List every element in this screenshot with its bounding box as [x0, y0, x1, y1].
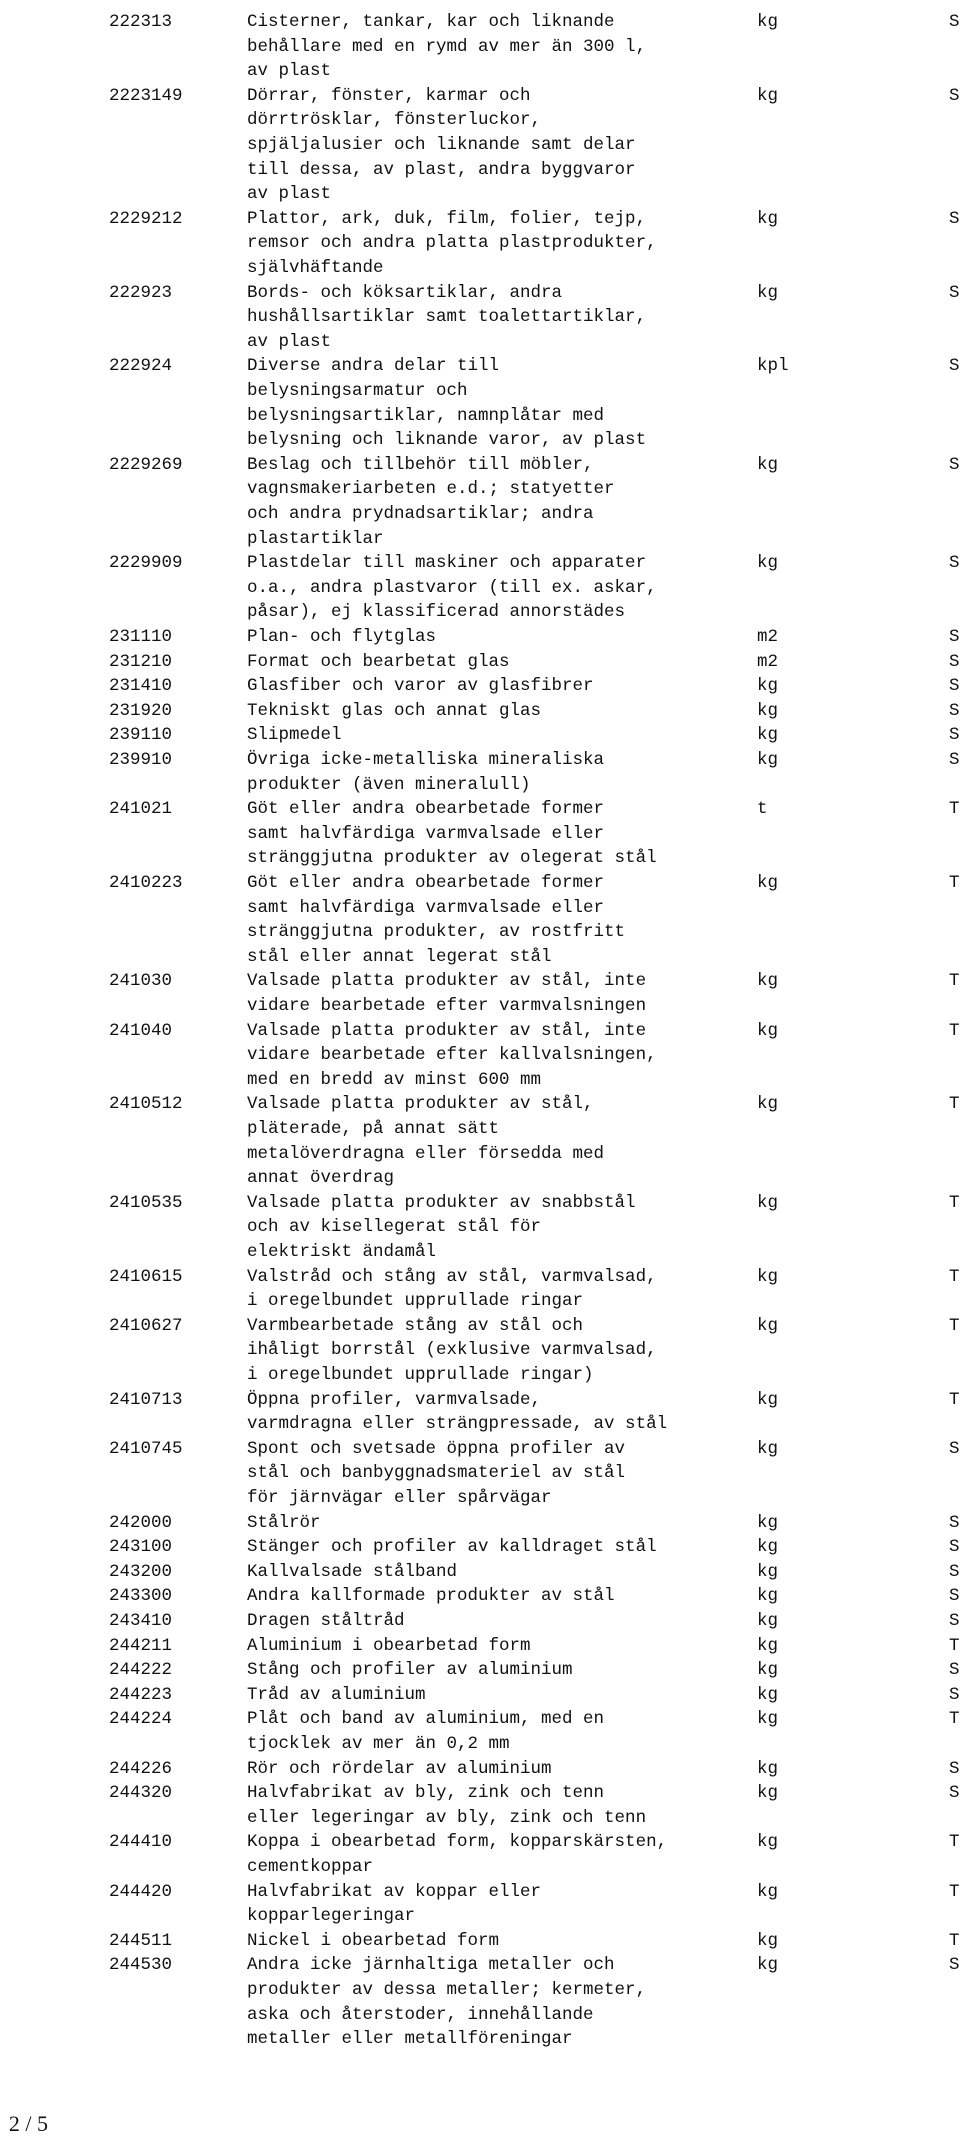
class-code: S: [949, 553, 960, 574]
class-code: S: [949, 12, 960, 32]
description-line: Kallvalsade stålband: [247, 1561, 458, 1582]
description-line: med en bredd av minst 600 mm: [247, 1069, 542, 1090]
product-description: [247, 1683, 426, 1708]
table-row: [0, 1092, 960, 1190]
description-line: Tråd av aluminium: [247, 1684, 426, 1705]
class-code: S: [949, 85, 960, 106]
table-row: [0, 1707, 960, 1756]
table-row: [0, 650, 960, 675]
table-row: [0, 354, 960, 452]
product-code: 244224: [109, 1709, 173, 1730]
product-description: [247, 625, 436, 650]
class-code: T: [949, 1635, 960, 1656]
unit: kg: [757, 1315, 779, 1336]
description-line: Plattor, ark, duk, film, folier, tejp,: [247, 208, 647, 229]
unit: kg: [757, 1881, 779, 1902]
description-line: belysningsartiklar, namnplåtar med: [247, 405, 605, 426]
unit: kg: [757, 1758, 779, 1779]
product-description: [247, 453, 615, 551]
product-description: [247, 1830, 667, 1879]
product-code: 243410: [109, 1611, 173, 1631]
product-code: 2223149: [109, 85, 183, 106]
table-row: [0, 969, 960, 1018]
description-line: och av kisellegerat stål för: [247, 1217, 542, 1238]
table-row: [0, 1757, 960, 1782]
product-description: [247, 1757, 552, 1782]
class-code: T: [949, 1709, 960, 1730]
description-line: kopparlegeringar: [247, 1906, 416, 1927]
product-code: 2410535: [109, 1192, 183, 1213]
product-code: 2410713: [109, 1389, 183, 1410]
table-row: [0, 1634, 960, 1659]
description-line: Göt eller andra obearbetade former: [247, 873, 605, 893]
table-row: [0, 1658, 960, 1683]
unit: kg: [757, 1389, 779, 1410]
product-description: [247, 1265, 657, 1314]
product-code: 242000: [109, 1512, 173, 1533]
class-code: S: [949, 700, 960, 721]
description-line: i oregelbundet upprullade ringar: [247, 1291, 584, 1312]
product-code: 231920: [109, 700, 173, 721]
unit: kg: [757, 553, 779, 574]
table-row: [0, 1781, 960, 1830]
description-line: i oregelbundet upprullade ringar): [247, 1364, 594, 1385]
product-description: [247, 797, 657, 871]
class-code: S: [949, 750, 960, 770]
product-code: 243100: [109, 1537, 173, 1558]
unit: kg: [757, 1955, 779, 1976]
product-description: [247, 1019, 657, 1093]
table-row: [0, 281, 960, 355]
class-code: S: [949, 208, 960, 229]
description-line: o.a., andra plastvaror (till ex. askar,: [247, 577, 657, 598]
description-line: Valsade platta produkter av snabbstål: [247, 1192, 636, 1213]
unit: kg: [757, 1783, 779, 1804]
product-code: 244420: [109, 1881, 173, 1902]
table-row: [0, 1683, 960, 1708]
description-line: Halvfabrikat av bly, zink och tenn: [247, 1783, 605, 1804]
unit: kg: [757, 750, 779, 770]
product-description: [247, 1388, 667, 1437]
table-row: [0, 797, 960, 871]
description-line: produkter av dessa metaller; kermeter,: [247, 1979, 647, 2000]
product-code: 2410223: [109, 873, 183, 893]
product-description: [247, 1437, 625, 1511]
table-row: [0, 1265, 960, 1314]
product-code: 2410512: [109, 1094, 183, 1115]
class-code: S: [949, 1660, 960, 1681]
product-description: [247, 674, 594, 699]
description-line: metaller eller metallföreningar: [247, 2029, 573, 2050]
product-code: 2410627: [109, 1315, 183, 1336]
product-description: [247, 1658, 573, 1683]
description-line: Övriga icke-metalliska mineraliska: [247, 750, 605, 770]
unit: kg: [757, 676, 779, 697]
description-line: remsor och andra platta plastprodukter,: [247, 233, 657, 254]
table-row: [0, 10, 960, 84]
table-row: [0, 1388, 960, 1437]
class-code: T: [949, 1930, 960, 1951]
class-code: T: [949, 799, 960, 820]
description-line: Diverse andra delar till: [247, 356, 500, 377]
table-row: [0, 1830, 960, 1879]
class-code: S: [949, 725, 960, 746]
product-code: 231110: [109, 627, 173, 647]
class-code: T: [949, 971, 960, 992]
table-row: [0, 1880, 960, 1929]
description-line: Spont och svetsade öppna profiler av: [247, 1438, 626, 1459]
product-code: 241030: [109, 971, 173, 992]
description-line: Halvfabrikat av koppar eller: [247, 1881, 542, 1902]
description-line: Bords- och köksartiklar, andra: [247, 282, 563, 303]
product-code: 2229212: [109, 208, 183, 229]
class-code: S: [949, 651, 960, 672]
description-line: tjocklek av mer än 0,2 mm: [247, 1733, 510, 1754]
description-line: Öppna profiler, varmvalsade,: [247, 1389, 542, 1410]
table-row: [0, 674, 960, 699]
table-row: [0, 1929, 960, 1954]
description-line: Plan- och flytglas: [247, 627, 437, 647]
unit: kg: [757, 1561, 779, 1582]
unit: kg: [757, 1192, 779, 1213]
product-description: [247, 871, 625, 969]
class-code: S: [949, 1561, 960, 1582]
class-code: T: [949, 1266, 960, 1287]
class-code: S: [949, 454, 960, 475]
class-code: S: [949, 282, 960, 303]
class-code: T: [949, 1192, 960, 1213]
product-description: [247, 1634, 531, 1659]
description-line: Andra kallformade produkter av stål: [247, 1586, 615, 1607]
product-description: [247, 1511, 321, 1536]
description-line: stål eller annat legerat stål: [247, 946, 552, 967]
description-line: för järnvägar eller spårvägar: [247, 1487, 552, 1508]
unit: kg: [757, 1635, 779, 1656]
unit: m2: [757, 627, 779, 647]
description-line: eller legeringar av bly, zink och tenn: [247, 1807, 647, 1828]
unit: kg: [757, 1512, 779, 1533]
product-description: [247, 1191, 636, 1265]
description-line: till dessa, av plast, andra byggvaror: [247, 159, 636, 180]
class-code: S: [949, 1586, 960, 1607]
table-row: [0, 453, 960, 551]
product-code: 231210: [109, 651, 173, 672]
product-description: [247, 207, 657, 281]
class-code: T: [949, 873, 960, 893]
table-row: [0, 1314, 960, 1388]
product-description: [247, 1609, 405, 1634]
description-line: Beslag och tillbehör till möbler,: [247, 454, 594, 475]
class-code: T: [949, 1881, 960, 1902]
description-line: produkter (även mineralull): [247, 774, 531, 795]
description-line: ihåligt borrstål (exklusive varmvalsad,: [247, 1340, 657, 1361]
unit: kg: [757, 1832, 779, 1853]
product-description: [247, 748, 604, 797]
description-line: självhäftande: [247, 257, 384, 278]
description-line: behållare med en rymd av mer än 300 l,: [247, 36, 647, 57]
description-line: Dragen ståltråd: [247, 1611, 405, 1631]
table-row: [0, 1535, 960, 1560]
product-description: [247, 1929, 499, 1954]
product-description: [247, 1584, 615, 1609]
description-line: Valsade platta produkter av stål, inte: [247, 1020, 647, 1041]
unit: kg: [757, 971, 779, 992]
description-line: cementkoppar: [247, 1856, 374, 1877]
class-code: S: [949, 1438, 960, 1459]
description-line: stål och banbyggnadsmateriel av stål: [247, 1463, 626, 1484]
table-row: [0, 207, 960, 281]
class-code: T: [949, 1020, 960, 1041]
description-line: Glasfiber och varor av glasfibrer: [247, 676, 594, 697]
table-row: [0, 551, 960, 625]
unit: kg: [757, 1537, 779, 1558]
description-line: Göt eller andra obearbetade former: [247, 799, 605, 820]
description-line: av plast: [247, 331, 332, 352]
class-code: T: [949, 1315, 960, 1336]
description-line: Tekniskt glas och annat glas: [247, 700, 542, 721]
table-row: [0, 1584, 960, 1609]
page-number: 2 / 5: [8, 2111, 48, 2136]
product-code: 222923: [109, 282, 173, 303]
description-line: elektriskt ändamål: [247, 1241, 437, 1262]
product-code: 222313: [109, 12, 173, 32]
product-description: [247, 699, 541, 724]
product-description: [247, 84, 636, 207]
product-code: 2229269: [109, 454, 183, 475]
description-line: hushållsartiklar samt toalettartiklar,: [247, 307, 647, 328]
class-code: S: [949, 1955, 960, 1976]
unit: kg: [757, 208, 779, 229]
description-line: Rör och rördelar av aluminium: [247, 1758, 552, 1779]
description-line: Format och bearbetat glas: [247, 651, 510, 672]
product-description: [247, 1560, 457, 1585]
unit: kg: [757, 282, 779, 303]
class-code: T: [949, 1389, 960, 1410]
description-line: stränggjutna produkter av olegerat stål: [247, 848, 657, 869]
product-code: 241021: [109, 799, 173, 820]
table-row: [0, 1609, 960, 1634]
unit: t: [757, 799, 768, 820]
description-line: Stång och profiler av aluminium: [247, 1660, 573, 1681]
product-code: 244226: [109, 1758, 173, 1779]
product-description: [247, 10, 646, 84]
unit: kg: [757, 725, 779, 746]
unit: kg: [757, 1660, 779, 1681]
table-row: [0, 1191, 960, 1265]
description-line: belysningsarmatur och: [247, 380, 468, 401]
unit: kg: [757, 1094, 779, 1115]
description-line: Slipmedel: [247, 725, 342, 746]
product-code: 2410745: [109, 1438, 183, 1459]
description-line: Aluminium i obearbetad form: [247, 1635, 531, 1656]
table-row: [0, 625, 960, 650]
table-row: [0, 84, 960, 207]
product-code: 231410: [109, 676, 173, 697]
description-line: dörrtrösklar, fönsterluckor,: [247, 110, 542, 131]
class-code: S: [949, 1684, 960, 1705]
table-row: [0, 1511, 960, 1536]
unit: kg: [757, 873, 779, 893]
description-line: Plåt och band av aluminium, med en: [247, 1709, 605, 1730]
unit: kg: [757, 1586, 779, 1607]
product-description: [247, 281, 646, 355]
class-code: T: [949, 1094, 960, 1115]
table-row: [0, 871, 960, 969]
product-code: 244223: [109, 1684, 173, 1705]
description-line: och andra prydnadsartiklar; andra: [247, 503, 594, 524]
product-code: 244320: [109, 1783, 173, 1804]
description-line: Plastdelar till maskiner och apparater: [247, 553, 647, 574]
product-description: [247, 1880, 541, 1929]
class-code: S: [949, 1537, 960, 1558]
description-line: pläterade, på annat sätt: [247, 1118, 500, 1139]
description-line: stränggjutna produkter, av rostfritt: [247, 922, 626, 943]
description-line: Stänger och profiler av kalldraget stål: [247, 1537, 657, 1558]
unit: kg: [757, 700, 779, 721]
description-line: Valstråd och stång av stål, varmvalsad,: [247, 1266, 657, 1287]
description-line: Dörrar, fönster, karmar och: [247, 85, 531, 106]
description-line: metalöverdragna eller försedda med: [247, 1143, 605, 1164]
description-line: plastartiklar: [247, 528, 384, 549]
unit: kg: [757, 454, 779, 475]
description-line: Nickel i obearbetad form: [247, 1930, 500, 1951]
table-row: [0, 1953, 960, 2051]
class-code: S: [949, 1758, 960, 1779]
description-line: aska och återstoder, innehållande: [247, 2004, 594, 2025]
table-row: [0, 723, 960, 748]
description-line: av plast: [247, 184, 332, 205]
class-code: S: [949, 1611, 960, 1631]
table-row: [0, 699, 960, 724]
description-line: påsar), ej klassificerad annorstädes: [247, 602, 626, 623]
unit: kg: [757, 85, 779, 106]
description-line: Koppa i obearbetad form, kopparskärsten,: [247, 1832, 668, 1853]
description-line: spjäljalusier och liknande samt delar: [247, 134, 636, 155]
product-description: [247, 1314, 657, 1388]
product-description: [247, 723, 342, 748]
description-line: Cisterner, tankar, kar och liknande: [247, 12, 615, 32]
product-description: [247, 650, 510, 675]
unit: kg: [757, 12, 779, 32]
product-code: 239910: [109, 750, 173, 770]
product-code: 244530: [109, 1955, 173, 1976]
product-description: [247, 1092, 604, 1190]
class-code: S: [949, 1783, 960, 1804]
product-description: [247, 1781, 646, 1830]
table-row: [0, 1437, 960, 1511]
product-code: 239110: [109, 725, 173, 746]
product-description: [247, 1707, 604, 1756]
unit: kg: [757, 1438, 779, 1459]
description-line: vidare bearbetade efter varmvalsningen: [247, 995, 647, 1016]
product-description: [247, 1953, 646, 2051]
description-line: av plast: [247, 61, 332, 82]
table-row: [0, 748, 960, 797]
class-code: S: [949, 1512, 960, 1533]
description-line: Varmbearbetade stång av stål och: [247, 1315, 584, 1336]
unit: kg: [757, 1930, 779, 1951]
product-description: [247, 551, 657, 625]
description-line: Stålrör: [247, 1512, 321, 1533]
unit: kg: [757, 1709, 779, 1730]
description-line: vagnsmakeriarbeten e.d.; statyetter: [247, 479, 615, 500]
product-code: 2229909: [109, 553, 183, 574]
unit: kg: [757, 1684, 779, 1705]
unit: kg: [757, 1266, 779, 1287]
product-code: 243300: [109, 1586, 173, 1607]
class-code: T: [949, 1832, 960, 1853]
class-code: S: [949, 676, 960, 697]
product-code: 2410615: [109, 1266, 183, 1287]
table-row: [0, 1019, 960, 1093]
table-row: [0, 1560, 960, 1585]
description-line: Andra icke järnhaltiga metaller och: [247, 1955, 615, 1976]
product-description: [247, 969, 646, 1018]
description-line: annat överdrag: [247, 1168, 395, 1189]
unit: kg: [757, 1611, 779, 1631]
product-code: 241040: [109, 1020, 173, 1041]
product-code: 244511: [109, 1930, 173, 1951]
unit: kg: [757, 1020, 779, 1041]
unit: kpl: [757, 356, 789, 377]
product-description: [247, 354, 646, 452]
description-line: samt halvfärdiga varmvalsade eller: [247, 897, 605, 918]
description-line: Valsade platta produkter av stål,: [247, 1094, 594, 1115]
product-code: 243200: [109, 1561, 173, 1582]
description-line: Valsade platta produkter av stål, inte: [247, 971, 647, 992]
description-line: vidare bearbetade efter kallvalsningen,: [247, 1045, 657, 1066]
product-code: 244222: [109, 1660, 173, 1681]
description-line: varmdragna eller strängpressade, av stål: [247, 1414, 668, 1435]
description-line: belysning och liknande varor, av plast: [247, 430, 647, 451]
product-code: 244410: [109, 1832, 173, 1853]
product-description: [247, 1535, 657, 1560]
product-code: 222924: [109, 356, 173, 377]
description-line: samt halvfärdiga varmvalsade eller: [247, 823, 605, 844]
product-code: 244211: [109, 1635, 173, 1656]
class-code: S: [949, 356, 960, 377]
unit: m2: [757, 651, 779, 672]
class-code: S: [949, 627, 960, 647]
